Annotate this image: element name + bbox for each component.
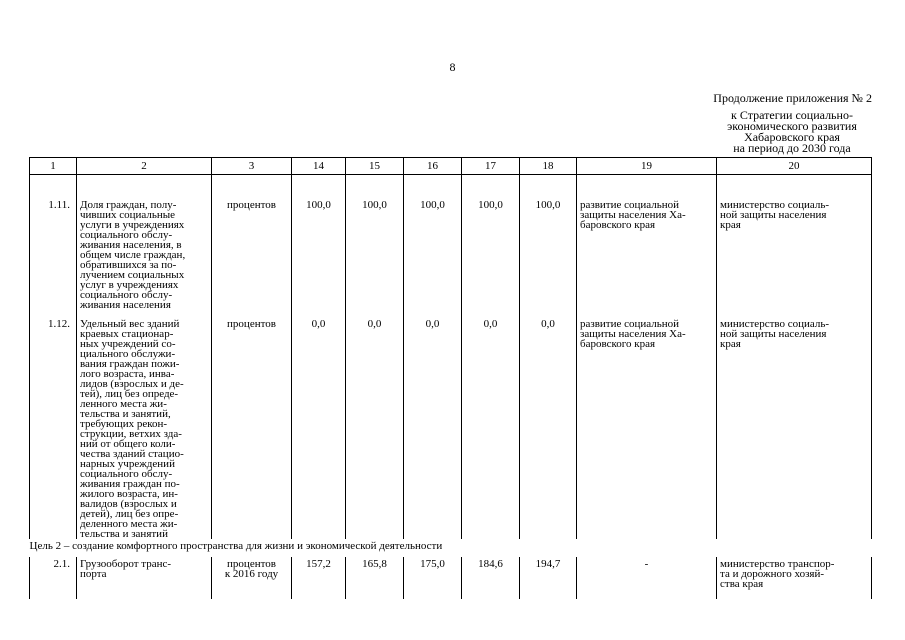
appendix-subtitle: к Стратегии социально- экономического развития Хабаровского края на период до 2030 года <box>727 108 857 155</box>
indicators-table <box>29 157 872 599</box>
row-value-16: 0,0 <box>404 318 462 539</box>
page-number: 8 <box>449 60 456 74</box>
goal-row <box>30 539 872 557</box>
row-unit: процентов к 2016 году <box>212 557 292 599</box>
row-direction: развитие социальной защиты населения Ха- баровского края <box>577 175 717 319</box>
row-value-14: 157,2 <box>292 557 346 599</box>
row-value-15: 100,0 <box>346 175 404 319</box>
row-value-18: 100,0 <box>520 175 577 319</box>
row-value-14: 0,0 <box>292 318 346 539</box>
row-responsible: министерство транспор- та и дорожного хозяй- ства края <box>717 557 872 599</box>
col-header-14: 14 <box>292 158 346 175</box>
row-unit: процентов <box>212 175 292 319</box>
row-direction: - <box>577 557 717 599</box>
row-id: 1.11. <box>30 175 77 319</box>
row-value-16: 175,0 <box>404 557 462 599</box>
row-name: Доля граждан, полу- чивших социальные услуги в учреждениях социального обслу- живания населения, в общем числе граждан, обратившихся за по- лучением социальных услуг в учреждениях социального обслу- живания населения <box>77 175 212 319</box>
header-row <box>30 158 872 175</box>
appendix-heading <box>672 93 872 154</box>
goal-heading: Цель 2 – создание комфортного пространства для жизни и экономической деятельности <box>29 540 443 552</box>
table-row <box>30 557 872 599</box>
row-value-15: 0,0 <box>346 318 404 539</box>
row-unit: процентов <box>212 318 292 539</box>
row-value-17: 0,0 <box>462 318 520 539</box>
col-header-15: 15 <box>346 158 404 175</box>
row-name: Удельный вес зданий краевых стационар- ных учреждений со- циального обслужи- вания граждан пожи- лого возраста, инва- лидов (взрослых и де- тей), лиц без опреде- ленного места жи- тельства и занятий, требующих рекон- струкции, ветхих зда- ний от общего коли- чества зданий стацио- нарных учреждений социального обслу- живания граждан по- жилого возраста, ин- валидов (взрослых и детей), лиц без опре- деленного места жи- тельства и занятий <box>77 318 212 539</box>
row-value-16: 100,0 <box>404 175 462 319</box>
row-id: 1.12. <box>30 318 77 539</box>
col-header-19: 19 <box>577 158 717 175</box>
row-value-18: 194,7 <box>520 557 577 599</box>
col-header-20: 20 <box>717 158 872 175</box>
row-name: Грузооборот транс- порта <box>77 557 212 599</box>
col-header-1: 1 <box>30 158 77 175</box>
col-header-2: 2 <box>77 158 212 175</box>
col-header-18: 18 <box>520 158 577 175</box>
row-responsible: министерство социаль- ной защиты населения края <box>717 318 872 539</box>
row-id: 2.1. <box>30 557 77 599</box>
row-value-18: 0,0 <box>520 318 577 539</box>
col-header-16: 16 <box>404 158 462 175</box>
row-value-14: 100,0 <box>292 175 346 319</box>
col-header-3: 3 <box>212 158 292 175</box>
row-direction: развитие социальной защиты населения Ха- баровского края <box>577 318 717 539</box>
appendix-title: Продолжение приложения № 2 <box>713 91 872 105</box>
table-row <box>30 175 872 319</box>
row-value-17: 100,0 <box>462 175 520 319</box>
table-row <box>30 318 872 539</box>
row-value-17: 184,6 <box>462 557 520 599</box>
col-header-17: 17 <box>462 158 520 175</box>
row-value-15: 165,8 <box>346 557 404 599</box>
row-responsible: министерство социаль- ной защиты населения края <box>717 175 872 319</box>
